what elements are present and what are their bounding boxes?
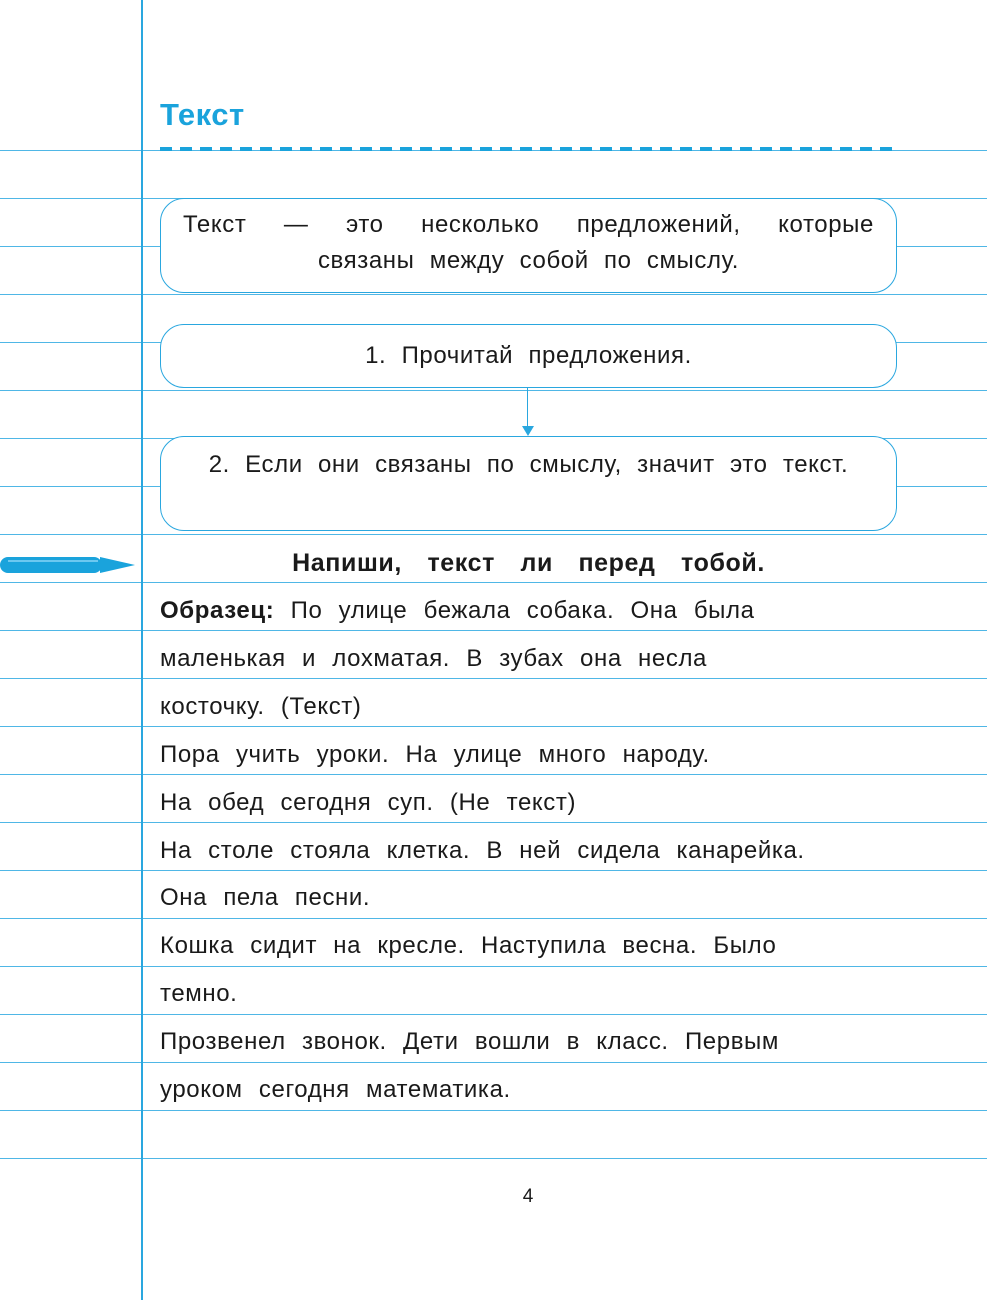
exercise-line: На столе стояла клетка. В ней сидела канарейка. (160, 837, 805, 864)
step-2-text: 2. Если они связаны по смыслу, значит это текст. (208, 451, 849, 478)
rule-line (0, 1110, 987, 1111)
step-1-box (160, 324, 897, 388)
exercise-line: уроком сегодня математика. (160, 1076, 511, 1103)
rule-line (0, 966, 987, 967)
definition-text: Текст — это несколько предложений, которые связаны между собой по смыслу. (183, 211, 874, 274)
page-number: 4 (522, 1186, 534, 1207)
exercise-instruction: Напиши, текст ли перед тобой. (292, 549, 765, 577)
rule-line (0, 1062, 987, 1063)
pencil-icon (0, 555, 135, 575)
definition-box (160, 198, 897, 293)
step-1-text: 1. Прочитай предложения. (365, 342, 692, 369)
exercise-line: маленькая и лохматая. В зубах она несла (160, 645, 708, 672)
exercise-line: На обед сегодня суп. (Не текст) (160, 789, 577, 816)
exercise-line: темно. (160, 980, 238, 1007)
rule-line (0, 774, 987, 775)
title-underline (160, 147, 898, 151)
rule-line (0, 822, 987, 823)
exercise-line: косточку. (Текст) (160, 693, 362, 720)
page-title: Текст (160, 97, 245, 132)
rule-line (0, 630, 987, 631)
rule-line (0, 1014, 987, 1015)
step-2-box (160, 436, 897, 531)
exercise-line: Она пела песни. (160, 884, 371, 911)
arrow-head (522, 426, 534, 436)
exercise-line: По улице бежала собака. Она была (290, 597, 755, 624)
rule-line (0, 534, 987, 535)
arrow-shaft (527, 388, 528, 428)
rule-line (0, 870, 987, 871)
sample-line (160, 593, 755, 629)
rule-line (0, 1158, 987, 1159)
sample-label: Образец: (160, 597, 275, 624)
rule-line (0, 294, 987, 295)
rule-line (0, 582, 987, 583)
rule-line (0, 390, 987, 391)
exercise-line: Прозвенел звонок. Дети вошли в класс. Первым (160, 1028, 780, 1055)
exercise-line: Кошка сидит на кресле. Наступила весна. Было (160, 932, 777, 959)
exercise-line: Пора учить уроки. На улице много народу. (160, 741, 710, 768)
rule-line (0, 726, 987, 727)
rule-line (0, 918, 987, 919)
margin-line (141, 0, 143, 1300)
rule-line (0, 678, 987, 679)
